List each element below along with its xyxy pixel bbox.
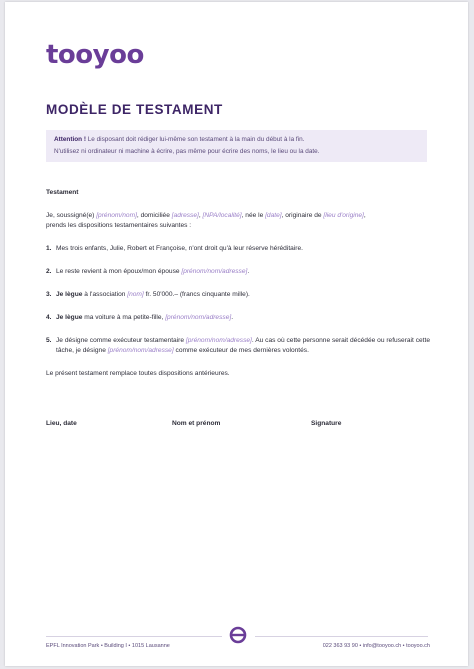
list-item [46, 313, 430, 323]
notice-line-1 [54, 134, 419, 146]
item-segment: . [247, 268, 250, 275]
item-segment: Le reste revient à mon époux/mon épouse [56, 268, 182, 275]
item-number: 3. [46, 291, 52, 298]
list-item [46, 267, 430, 277]
item-number: 2. [46, 268, 52, 275]
item-segment: . Au cas où cette personne serait décédée ou refuserait cette tâche, je désigne [56, 337, 430, 354]
item-segment: . [231, 314, 234, 321]
item-number: 1. [46, 245, 52, 252]
intro-text: , [363, 212, 366, 219]
intro-text: Je, soussigné(e) [46, 212, 97, 219]
signature-row [46, 420, 430, 430]
intro-text: , originaire de [281, 212, 324, 219]
item-segment: Je désigne comme exécuteur testamentaire [56, 337, 186, 344]
document-page [5, 2, 468, 666]
section-label: Testament [46, 189, 79, 196]
placeholder-granddaughter: [prénom/nom/adresse] [165, 314, 232, 321]
item-segment: ma voiture à ma petite-fille, [82, 314, 166, 321]
placeholder-association: [nom] [127, 291, 144, 298]
list-item [46, 336, 430, 356]
intro-text: , née le [241, 212, 266, 219]
footer-divider-right [255, 636, 428, 637]
list-item [46, 244, 430, 254]
intro-paragraph [46, 211, 430, 231]
name-label: Nom et prénom [172, 420, 221, 427]
item-text [56, 290, 430, 300]
tooyoo-emblem-icon [229, 626, 247, 644]
item-number: 4. [46, 314, 52, 321]
placeholder-executor: [prénom/nom/adresse] [185, 337, 252, 344]
placeholder-spouse: [prénom/nom/adresse] [181, 268, 248, 275]
item-text [56, 267, 430, 277]
item-segment: à l'association [82, 291, 128, 298]
item-bold: Je lègue [56, 291, 83, 298]
notice-line-2: N'utilisez ni ordinateur ni machine à écrire, pas même pour écrire des noms, le lieu ou la date. [54, 147, 320, 155]
list-item [46, 290, 430, 300]
footer-contact: 022 363 93 90 • info@tooyoo.ch • tooyoo.ch [322, 643, 430, 649]
footer-divider-left [46, 636, 222, 637]
notice-strong: Attention ! [54, 136, 86, 143]
item-segment: comme exécuteur de mes dernières volontés. [173, 347, 309, 354]
placeholder-date: [date] [265, 212, 282, 219]
item-segment: fr. 50'000.– (francs cinquante mille). [143, 291, 250, 298]
item-text [56, 336, 430, 356]
page-title: MODÈLE DE TESTAMENT [46, 102, 223, 117]
intro-line-2: prends les dispositions testamentaires suivantes : [46, 222, 192, 229]
footer-address: EPFL Innovation Park • Building I • 1015 Lausanne [46, 643, 170, 649]
intro-text: , domiciliée [136, 212, 172, 219]
attention-notice [46, 130, 427, 162]
placeholder-substitute-executor: [prénom/nom/adresse] [107, 347, 174, 354]
intro-line-1 [46, 211, 430, 221]
testament-body [46, 188, 430, 392]
item-text [56, 313, 430, 323]
placeholder-locality: [NPA/localité] [202, 212, 242, 219]
item-bold: Je lègue [56, 314, 83, 321]
intro-text: , [198, 212, 203, 219]
item-number: 5. [46, 337, 52, 344]
placeholder-name: [prénom/nom] [96, 212, 137, 219]
item-text: Mes trois enfants, Julie, Robert et Françoise, n'ont droit qu'à leur réserve héréditaire. [56, 245, 303, 252]
placeholder-origin: [lieu d'origine] [323, 212, 364, 219]
place-date-label: Lieu, date [46, 420, 77, 427]
notice-line-1-text: Le disposant doit rédiger lui-même son testament à la main du début à la fin. [85, 136, 305, 143]
closing-paragraph: Le présent testament remplace toutes dispositions antérieures. [46, 370, 230, 377]
placeholder-address: [adresse] [171, 212, 199, 219]
signature-label: Signature [311, 420, 342, 427]
tooyoo-logo: tooyoo [46, 40, 144, 70]
